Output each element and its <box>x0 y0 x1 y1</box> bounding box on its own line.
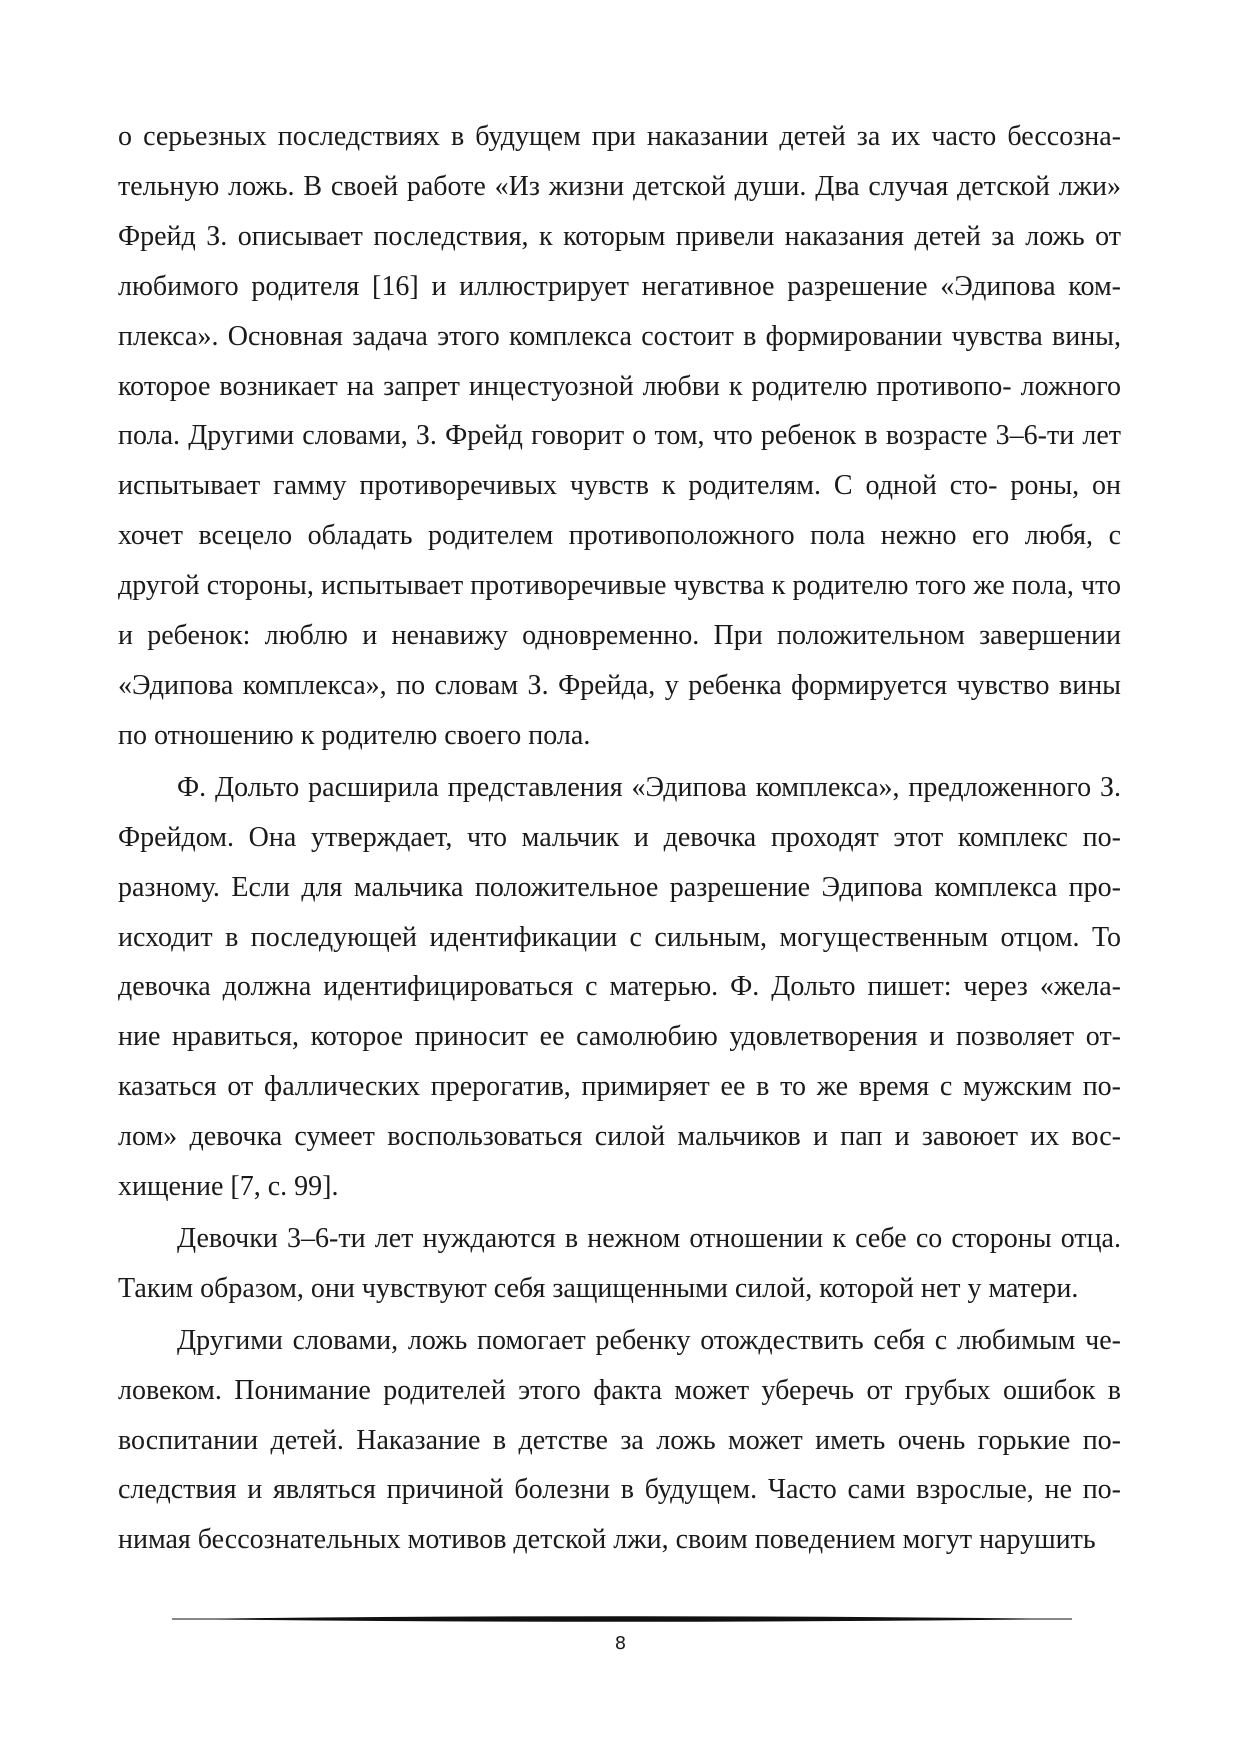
text-line: казаться от фаллических прерогатив, примиряет ее в то же время с мужским по- <box>118 1071 1121 1103</box>
page-number: 8 <box>614 1633 627 1654</box>
text-line: З. Фрейдом. Она утверждает, что мальчик и девочка проходят этот комплекс по- <box>118 771 1121 853</box>
paragraph-p3 <box>118 1214 1121 1314</box>
text-line: девочка должна идентифицироваться с матерью. Ф. Дольто пишет: через «жела- <box>118 971 1121 1003</box>
text-line: 3–6-ти лет испытывает гамму противоречивых чувств к родителям. С одной сто- <box>118 420 1122 502</box>
text-line: исходит в последующей идентификации с сильным, могущественным отцом. То <box>118 921 1121 953</box>
text-line: любимого родителя [16] и иллюстрирует негативное разрешение «Эдипова ком- <box>118 270 1121 302</box>
text-line: Ф. Дольто расширила представления «Эдипова комплекса», предложенного <box>177 771 1092 803</box>
footer-divider <box>172 1615 1072 1623</box>
text-line: Девочки 3–6-ти лет нуждаются в нежном отношении к себе со стороны отца. <box>177 1222 1121 1254</box>
text-line: ложного пола. Другими словами, З. Фрейд говорит о том, что ребенок в возрасте <box>118 370 1121 452</box>
text-line: вины, которое возникает на запрет инцестуозной любви к родителю противопо- <box>118 320 1121 402</box>
text-line: следствия и являться причиной болезни в будущем. Часто сами взрослые, не по- <box>118 1474 1121 1506</box>
text-line: разному. Если для мальчика положительное разрешение Эдипова комплекса про- <box>118 871 1121 903</box>
text-line: лом» девочка сумеет воспользоваться силой мальчиков и пап и завоюет их вос- <box>118 1121 1121 1153</box>
paragraph-p4 <box>118 1316 1121 1566</box>
text-line: плекса». Основная задача этого комплекса состоит в формировании чувства <box>118 320 1043 352</box>
text-line: чувство вины по отношению к родителю своего пола. <box>118 669 1121 751</box>
body-text <box>118 112 1121 1565</box>
text-line: же пола, что и ребенок: люблю и ненавижу одновременно. При положительном <box>118 570 1121 652</box>
paragraph-p2 <box>118 763 1121 1212</box>
text-line: Таким образом, они чувствуют себя защищенными силой, которой нет у матери. <box>118 1272 1079 1304</box>
text-line: любя, с другой стороны, испытывает противоречивые чувства к родителю того <box>118 520 1122 602</box>
text-line: ловеком. Понимание родителей этого факта может уберечь от грубых ошибок в <box>118 1374 1121 1406</box>
text-line: завершении «Эдипова комплекса», по словам З. Фрейда, у ребенка формируется <box>118 620 1121 701</box>
text-line: нимая бессознательных мотивов детской лжи, своим поведением могут нарушить <box>118 1524 1096 1556</box>
text-line: ние нравиться, которое приносит ее самолюбию удовлетворения и позволяет от- <box>118 1021 1121 1053</box>
text-line: роны, он хочет всецело обладать родителем противоположного пола нежно его <box>118 470 1122 552</box>
text-line: о серьезных последствиях в будущем при наказании детей за их часто бессозна- <box>118 121 1121 152</box>
text-line: воспитании детей. Наказание в детстве за ложь может иметь очень горькие по- <box>118 1424 1121 1456</box>
text-line: тельную ложь. В своей работе «Из жизни детской души. Два случая детской лжи» <box>118 170 1121 202</box>
text-line: Другими словами, ложь помогает ребенку отождествить себя с любимым че- <box>177 1324 1121 1356</box>
text-line: хищение [7, с. 99]. <box>118 1171 339 1203</box>
text-line: Фрейд З. описывает последствия, к которым привели наказания детей за ложь от <box>118 220 1121 252</box>
paragraph-p1 <box>118 112 1121 761</box>
